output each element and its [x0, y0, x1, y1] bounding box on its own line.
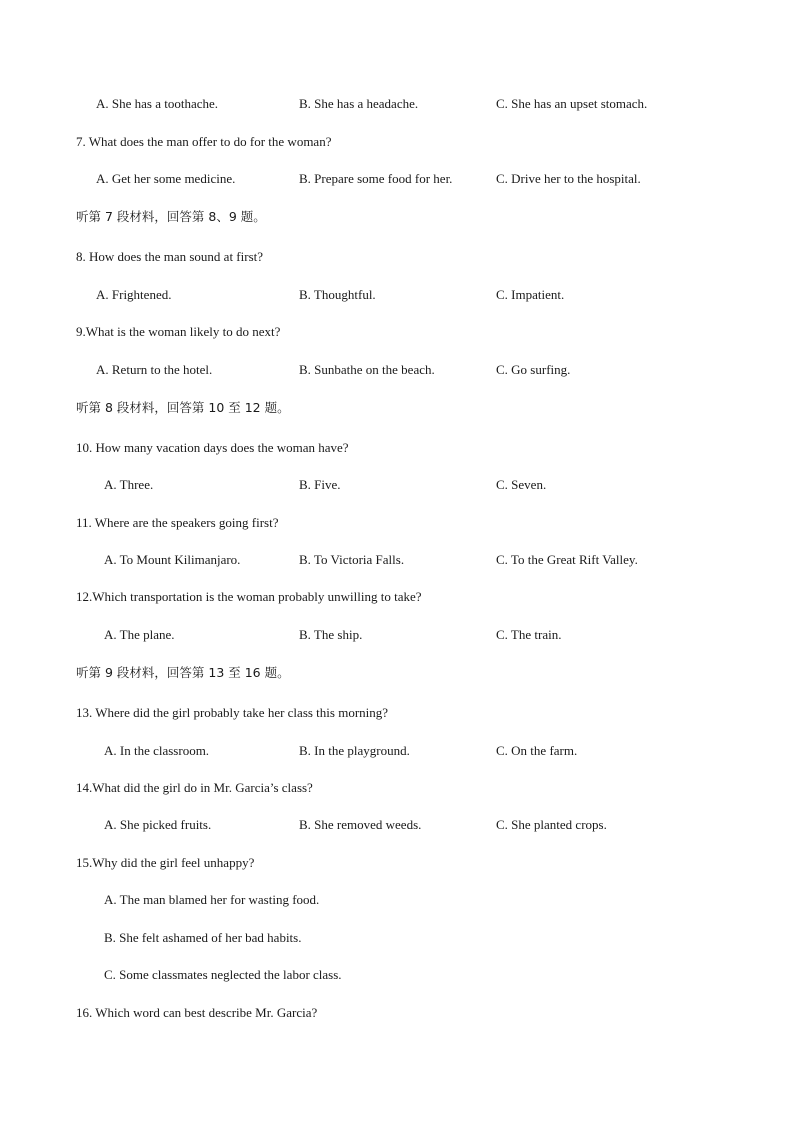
q12-option-b: B. The ship. [299, 627, 363, 642]
section-7-heading: 听第 7 段材料，回答第 8、9 题。 [76, 209, 266, 224]
q13-option-a: A. In the classroom. [104, 743, 210, 758]
q8-question: 8. How does the man sound at first? [76, 249, 264, 264]
q12-option-c: C. The train. [496, 627, 562, 642]
q15-option-a: A. The man blamed her for wasting food. [104, 892, 320, 907]
q7-option-b: B. Prepare some food for her. [299, 171, 453, 186]
q11-option-b: B. To Victoria Falls. [299, 552, 405, 567]
q7-question: 7. What does the man offer to do for the woman? [76, 134, 332, 149]
q10-question: 10. How many vacation days does the woman have? [76, 440, 349, 455]
q15-option-c: C. Some classmates neglected the labor class. [104, 967, 342, 982]
q7-option-a: A. Get her some medicine. [96, 171, 236, 186]
q8-option-b: B. Thoughtful. [299, 287, 376, 302]
q11-option-a: A. To Mount Kilimanjaro. [104, 552, 241, 567]
q14-question: 14.What did the girl do in Mr. Garcia’s class? [76, 780, 313, 795]
q8-option-c: C. Impatient. [496, 287, 565, 302]
q9-option-b: B. Sunbathe on the beach. [299, 362, 435, 377]
q6-option-b: B. She has a headache. [299, 96, 419, 111]
q13-option-c: C. On the farm. [496, 743, 578, 758]
section-8-heading: 听第 8 段材料，回答第 10 至 12 题。 [76, 400, 290, 415]
q13-question: 13. Where did the girl probably take her class this morning? [76, 705, 389, 720]
q10-option-b: B. Five. [299, 477, 341, 492]
q15-option-b: B. She felt ashamed of her bad habits. [104, 930, 302, 945]
q15-question: 15.Why did the girl feel unhappy? [76, 855, 255, 870]
q14-option-a: A. She picked fruits. [104, 817, 212, 832]
section-9-heading: 听第 9 段材料，回答第 13 至 16 题。 [76, 665, 290, 680]
q10-option-c: C. Seven. [496, 477, 547, 492]
q13-option-b: B. In the playground. [299, 743, 410, 758]
q12-option-a: A. The plane. [104, 627, 175, 642]
q14-option-b: B. She removed weeds. [299, 817, 422, 832]
q12-question: 12.Which transportation is the woman probably unwilling to take? [76, 589, 422, 604]
q7-option-c: C. Drive her to the hospital. [496, 171, 641, 186]
q9-option-c: C. Go surfing. [496, 362, 571, 377]
q9-question: 9.What is the woman likely to do next? [76, 324, 281, 339]
q14-option-c: C. She planted crops. [496, 817, 607, 832]
q8-option-a: A. Frightened. [96, 287, 172, 302]
q10-option-a: A. Three. [104, 477, 154, 492]
q11-option-c: C. To the Great Rift Valley. [496, 552, 638, 567]
q6-option-a: A. She has a toothache. [96, 96, 219, 111]
q16-question: 16. Which word can best describe Mr. Garcia? [76, 1005, 318, 1020]
q11-question: 11. Where are the speakers going first? [76, 515, 279, 530]
q9-option-a: A. Return to the hotel. [96, 362, 213, 377]
q6-option-c: C. She has an upset stomach. [496, 96, 648, 111]
